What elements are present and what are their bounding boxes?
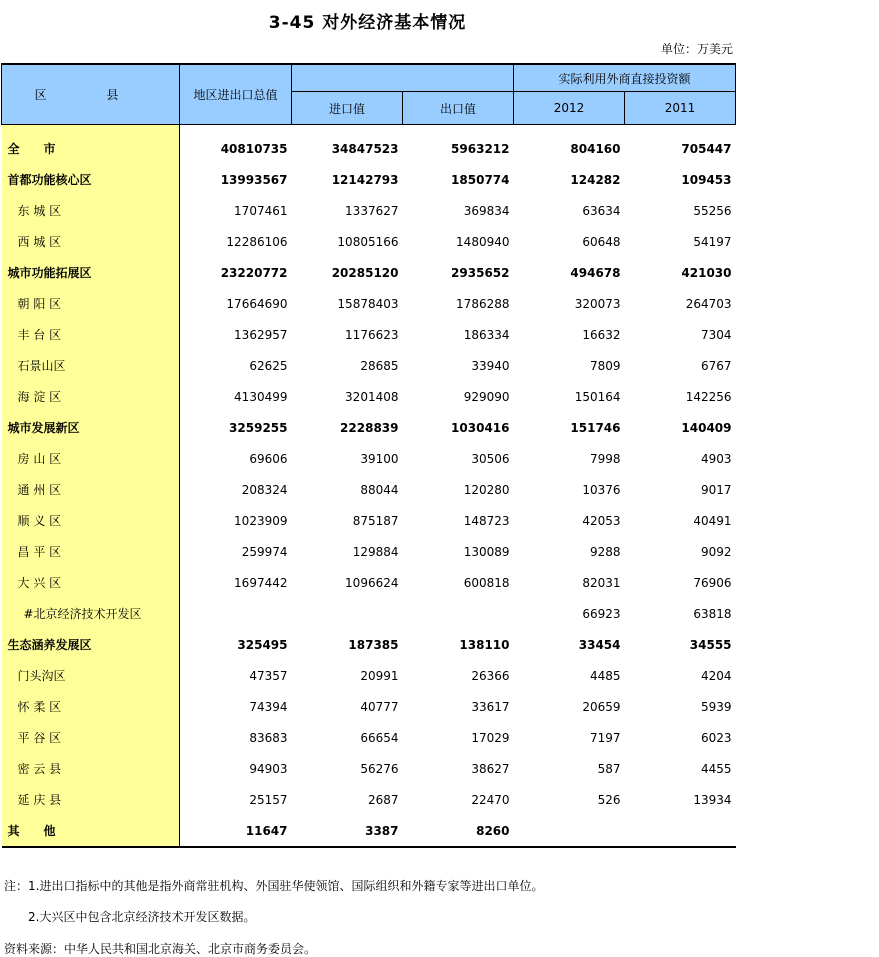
table-row (2, 691, 736, 722)
row-name: 其 他 (2, 815, 180, 847)
cell-2011: 7304 (700, 327, 732, 342)
cell-export: 33617 (471, 699, 510, 714)
source-note: 资料来源：中华人民共和国北京海关、北京市商务委员会。 (4, 942, 317, 956)
row-name: 顺 义 区 (2, 505, 180, 536)
cell-export: 5963212 (451, 141, 510, 156)
table-row (2, 350, 736, 381)
cell-2012 (514, 815, 625, 847)
cell-2012: 10376 (582, 482, 621, 497)
cell-import: 1176623 (345, 327, 399, 342)
cell-import: 129884 (352, 544, 399, 559)
cell-total: 11647 (180, 815, 292, 847)
cell-total: 23220772 (220, 265, 288, 280)
cell-import: 28685 (360, 358, 399, 373)
cell-import: 56276 (360, 761, 399, 776)
cell-total: 13993567 (220, 172, 288, 187)
cell-export: 120280 (463, 482, 510, 497)
table-row (2, 474, 736, 505)
header-export: 出口值 (403, 92, 514, 125)
cell-2011: 76906 (693, 575, 732, 590)
cell-import: 66654 (360, 730, 399, 745)
cell-2012: 124282 (570, 172, 621, 187)
cell-2012: 7197 (589, 730, 621, 745)
cell-export: 38627 (471, 761, 510, 776)
cell-import: 20285120 (331, 265, 399, 280)
table-row (2, 164, 736, 195)
cell-import (292, 598, 403, 629)
cell-import: 10805166 (337, 234, 399, 249)
cell-import: 20991 (360, 668, 399, 683)
row-name: 大 兴 区 (2, 567, 180, 598)
cell-import: 15878403 (337, 296, 399, 311)
header-fdi: 实际利用外商直接投资额 (514, 64, 736, 92)
cell-2012: 150164 (574, 389, 621, 404)
row-name: 城市功能拓展区 (2, 257, 180, 288)
row-name: 石景山区 (2, 350, 180, 381)
cell-import: 12142793 (331, 172, 399, 187)
cell-import: 34847523 (331, 141, 399, 156)
footnote-2: 2.大兴区中包含北京经济技术开发区数据。 (28, 910, 256, 924)
cell-export: 929090 (463, 389, 510, 404)
row-name: 延 庆 县 (2, 784, 180, 815)
cell-2011: 6767 (700, 358, 732, 373)
cell-2012: 320073 (574, 296, 621, 311)
cell-export: 1030416 (451, 420, 510, 435)
header-2011: 2011 (625, 92, 736, 125)
spacer-row (2, 125, 736, 134)
cell-2012: 494678 (570, 265, 621, 280)
cell-total: 83683 (249, 730, 288, 745)
cell-total: 3259255 (229, 420, 288, 435)
table-row (2, 226, 736, 257)
cell-import: 3201408 (345, 389, 399, 404)
row-name: 东 城 区 (2, 195, 180, 226)
row-name: 生态涵养发展区 (2, 629, 180, 660)
cell-2012: 7809 (589, 358, 621, 373)
cell-total: 62625 (249, 358, 288, 373)
cell-export: 30506 (471, 451, 510, 466)
table-row (2, 412, 736, 443)
row-name: 海 淀 区 (2, 381, 180, 412)
row-name: 门头沟区 (2, 660, 180, 691)
cell-2012: 4485 (589, 668, 621, 683)
footnote-1: 注：1.进出口指标中的其他是指外商常驻机构、外国驻华使领馆、国际组织和外籍专家等进出口单位。 (4, 879, 544, 893)
cell-2011: 34555 (689, 637, 732, 652)
header-import: 进口值 (292, 92, 403, 125)
cell-export: 8260 (403, 815, 514, 847)
cell-import: 3387 (292, 815, 403, 847)
cell-import: 875187 (352, 513, 399, 528)
row-name: 丰 台 区 (2, 319, 180, 350)
cell-2012: 9288 (589, 544, 621, 559)
cell-export: 148723 (463, 513, 510, 528)
table-row (2, 598, 736, 629)
cell-total: 4130499 (234, 389, 288, 404)
cell-2012: 587 (597, 761, 621, 776)
cell-2011: 54197 (693, 234, 732, 249)
cell-export: 1480940 (456, 234, 510, 249)
cell-2011: 109453 (681, 172, 732, 187)
cell-total: 1362957 (234, 327, 288, 342)
cell-2012: 526 (597, 792, 621, 807)
cell-export: 22470 (471, 792, 510, 807)
header-region: 区 县 (2, 64, 180, 125)
cell-import: 88044 (360, 482, 399, 497)
table-row (2, 722, 736, 753)
cell-2012: 804160 (570, 141, 621, 156)
cell-import: 40777 (360, 699, 399, 714)
cell-total: 12286106 (226, 234, 288, 249)
cell-2012: 7998 (589, 451, 621, 466)
cell-import: 187385 (348, 637, 399, 652)
cell-2012: 20659 (582, 699, 621, 714)
row-name: 密 云 县 (2, 753, 180, 784)
table-row (2, 288, 736, 319)
cell-total: 208324 (241, 482, 288, 497)
cell-2012: 63634 (582, 203, 621, 218)
row-name: 全 市 (2, 133, 180, 164)
cell-total: 25157 (249, 792, 288, 807)
cell-total: 325495 (237, 637, 288, 652)
row-name: 房 山 区 (2, 443, 180, 474)
table-row (2, 133, 736, 164)
table-row (2, 257, 736, 288)
cell-2011: 13934 (693, 792, 732, 807)
cell-import: 2687 (367, 792, 399, 807)
cell-export: 186334 (463, 327, 510, 342)
cell-total: 1023909 (234, 513, 288, 528)
cell-2012: 151746 (570, 420, 621, 435)
cell-2011: 142256 (685, 389, 732, 404)
cell-total: 47357 (249, 668, 288, 683)
cell-export: 369834 (463, 203, 510, 218)
cell-total: 40810735 (220, 141, 288, 156)
table-row (2, 784, 736, 815)
cell-2011: 140409 (681, 420, 732, 435)
row-name: 平 谷 区 (2, 722, 180, 753)
cell-2011: 421030 (681, 265, 732, 280)
row-name: 昌 平 区 (2, 536, 180, 567)
cell-2011: 55256 (693, 203, 732, 218)
cell-export (403, 598, 514, 629)
row-name: 城市发展新区 (2, 412, 180, 443)
table-row (2, 381, 736, 412)
table-row (2, 319, 736, 350)
data-table (1, 63, 736, 848)
cell-2012: 60648 (582, 234, 621, 249)
unit-label: 单位：万美元 (660, 42, 733, 56)
header-2012: 2012 (514, 92, 625, 125)
cell-import: 2228839 (340, 420, 399, 435)
cell-total: 1697442 (234, 575, 288, 590)
row-name: 首都功能核心区 (2, 164, 180, 195)
table-row (2, 567, 736, 598)
cell-export: 130089 (463, 544, 510, 559)
cell-export: 138110 (459, 637, 510, 652)
cell-2011: 4903 (700, 451, 732, 466)
cell-export: 1850774 (451, 172, 510, 187)
header-trade-blank (292, 64, 514, 92)
row-name: 西 城 区 (2, 226, 180, 257)
cell-2012: 33454 (578, 637, 621, 652)
cell-total (180, 598, 292, 629)
cell-total: 1707461 (234, 203, 288, 218)
cell-total: 259974 (241, 544, 288, 559)
cell-export: 17029 (471, 730, 510, 745)
cell-2011: 40491 (693, 513, 732, 528)
cell-2011: 264703 (685, 296, 732, 311)
table-row (2, 815, 736, 847)
cell-2011: 63818 (693, 606, 732, 621)
cell-2011: 4204 (700, 668, 732, 683)
row-name: 通 州 区 (2, 474, 180, 505)
cell-total: 69606 (249, 451, 288, 466)
cell-total: 74394 (249, 699, 288, 714)
cell-export: 33940 (471, 358, 510, 373)
cell-import: 39100 (360, 451, 399, 466)
cell-total: 17664690 (226, 296, 288, 311)
cell-export: 2935652 (451, 265, 510, 280)
table-row (2, 753, 736, 784)
header-total: 地区进出口总值 (180, 64, 292, 125)
table-row (2, 195, 736, 226)
row-name: #北京经济技术开发区 (2, 598, 180, 629)
cell-export: 26366 (471, 668, 510, 683)
cell-2011: 5939 (700, 699, 732, 714)
table-row (2, 536, 736, 567)
page-title: 3-45 对外经济基本情况 (268, 13, 467, 33)
cell-total: 94903 (249, 761, 288, 776)
cell-2011: 705447 (681, 141, 732, 156)
table-row (2, 629, 736, 660)
cell-2011: 6023 (700, 730, 732, 745)
cell-2011: 9092 (700, 544, 732, 559)
cell-export: 600818 (463, 575, 510, 590)
cell-import: 1337627 (345, 203, 399, 218)
cell-2012: 42053 (582, 513, 621, 528)
cell-2011: 9017 (700, 482, 732, 497)
cell-import: 1096624 (345, 575, 399, 590)
cell-2011: 4455 (700, 761, 732, 776)
table-row (2, 660, 736, 691)
row-name: 怀 柔 区 (2, 691, 180, 722)
cell-2011 (625, 815, 736, 847)
cell-2012: 82031 (582, 575, 621, 590)
cell-2012: 66923 (582, 606, 621, 621)
table-row (2, 443, 736, 474)
table-row (2, 505, 736, 536)
cell-2012: 16632 (582, 327, 621, 342)
row-name: 朝 阳 区 (2, 288, 180, 319)
cell-export: 1786288 (456, 296, 510, 311)
